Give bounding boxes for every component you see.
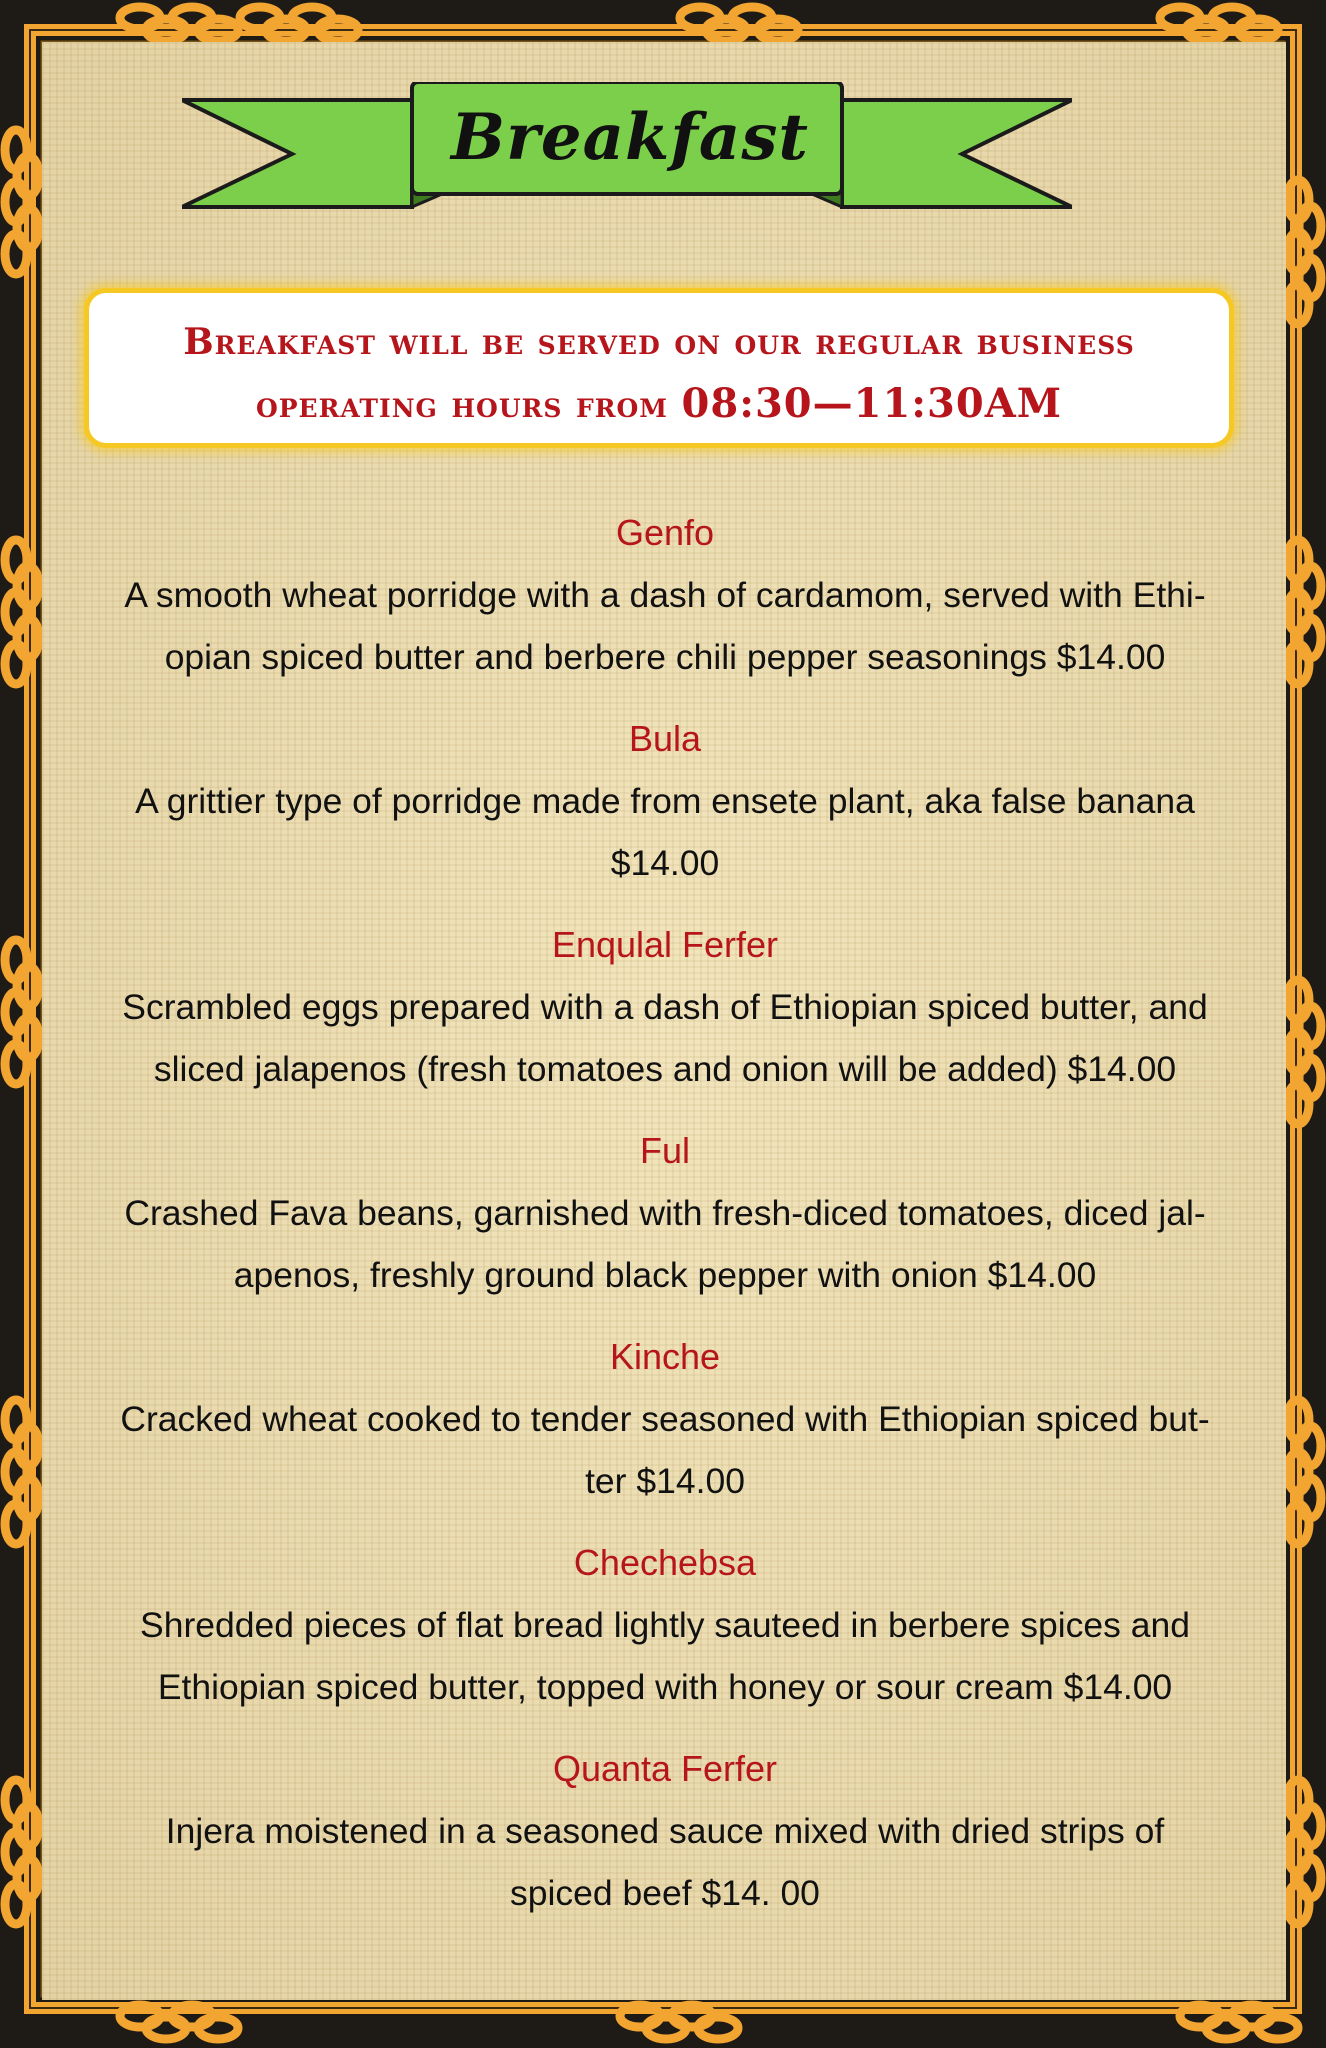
description-line: Ethiopian spiced butter, topped with honey or sour cream $14.00: [157, 1667, 1173, 1707]
menu-item-ful: [70, 1120, 1260, 1306]
menu-item-description: [70, 1182, 1260, 1306]
menu-item-description: [70, 564, 1260, 688]
menu-title: Breakfast: [451, 100, 809, 175]
description-line: Shredded pieces of flat bread lightly sauteed in berbere spices and: [140, 1605, 1190, 1645]
notice-hours-value: 08:30—11:30AM: [681, 380, 1063, 427]
description-line: Scrambled eggs prepared with a dash of Ethiopian spiced butter, and: [122, 987, 1208, 1027]
menu-item-description: [70, 1800, 1260, 1924]
menu-item-quanta-ferfer: [70, 1738, 1260, 1924]
menu-item-name: Enqulal Ferfer: [551, 924, 779, 965]
menu-item-chechebsa: [70, 1532, 1260, 1718]
menu-items-list: [70, 502, 1260, 1944]
description-line: Injera moistened in a seasoned sauce mixed with dried strips of: [165, 1811, 1165, 1851]
description-line: A grittier type of porridge made from ensete plant, aka false banana: [135, 781, 1195, 821]
menu-item-description: [70, 976, 1260, 1100]
notice-hours-label: operating hours from: [255, 384, 668, 426]
breakfast-hours-notice: [84, 288, 1234, 448]
menu-item-kinche: [70, 1326, 1260, 1512]
description-line: opian spiced butter and berbere chili pepper seasonings $14.00: [164, 637, 1166, 677]
description-line: A smooth wheat porridge with a dash of cardamom, served with Ethi-: [124, 575, 1206, 615]
description-line: $14.00: [610, 843, 720, 883]
menu-item-name: Kinche: [609, 1336, 721, 1377]
description-line: Cracked wheat cooked to tender seasoned with Ethiopian spiced but-: [120, 1399, 1210, 1439]
menu-item-name: Genfo: [615, 512, 715, 553]
description-line: sliced jalapenos (fresh tomatoes and onion will be added) $14.00: [153, 1049, 1177, 1089]
menu-item-description: [70, 1594, 1260, 1718]
notice-line-2: [89, 373, 1229, 436]
menu-item-bula: [70, 708, 1260, 894]
menu-item-genfo: [70, 502, 1260, 688]
menu-item-description: [70, 770, 1260, 894]
notice-line-1: Breakfast will be served on our regular business: [183, 321, 1135, 363]
menu-item-description: [70, 1388, 1260, 1512]
description-line: ter $14.00: [585, 1461, 745, 1501]
menu-item-name: Quanta Ferfer: [552, 1748, 778, 1789]
description-line: spiced beef $14. 00: [510, 1873, 820, 1913]
description-line: Crashed Fava beans, garnished with fresh-diced tomatoes, diced jal-: [124, 1193, 1206, 1233]
menu-item-name: Ful: [639, 1130, 690, 1171]
menu-item-enqulal-ferfer: [70, 914, 1260, 1100]
menu-item-name: Bula: [628, 718, 702, 759]
menu-item-name: Chechebsa: [573, 1542, 757, 1583]
description-line: apenos, freshly ground black pepper with onion $14.00: [233, 1255, 1097, 1295]
